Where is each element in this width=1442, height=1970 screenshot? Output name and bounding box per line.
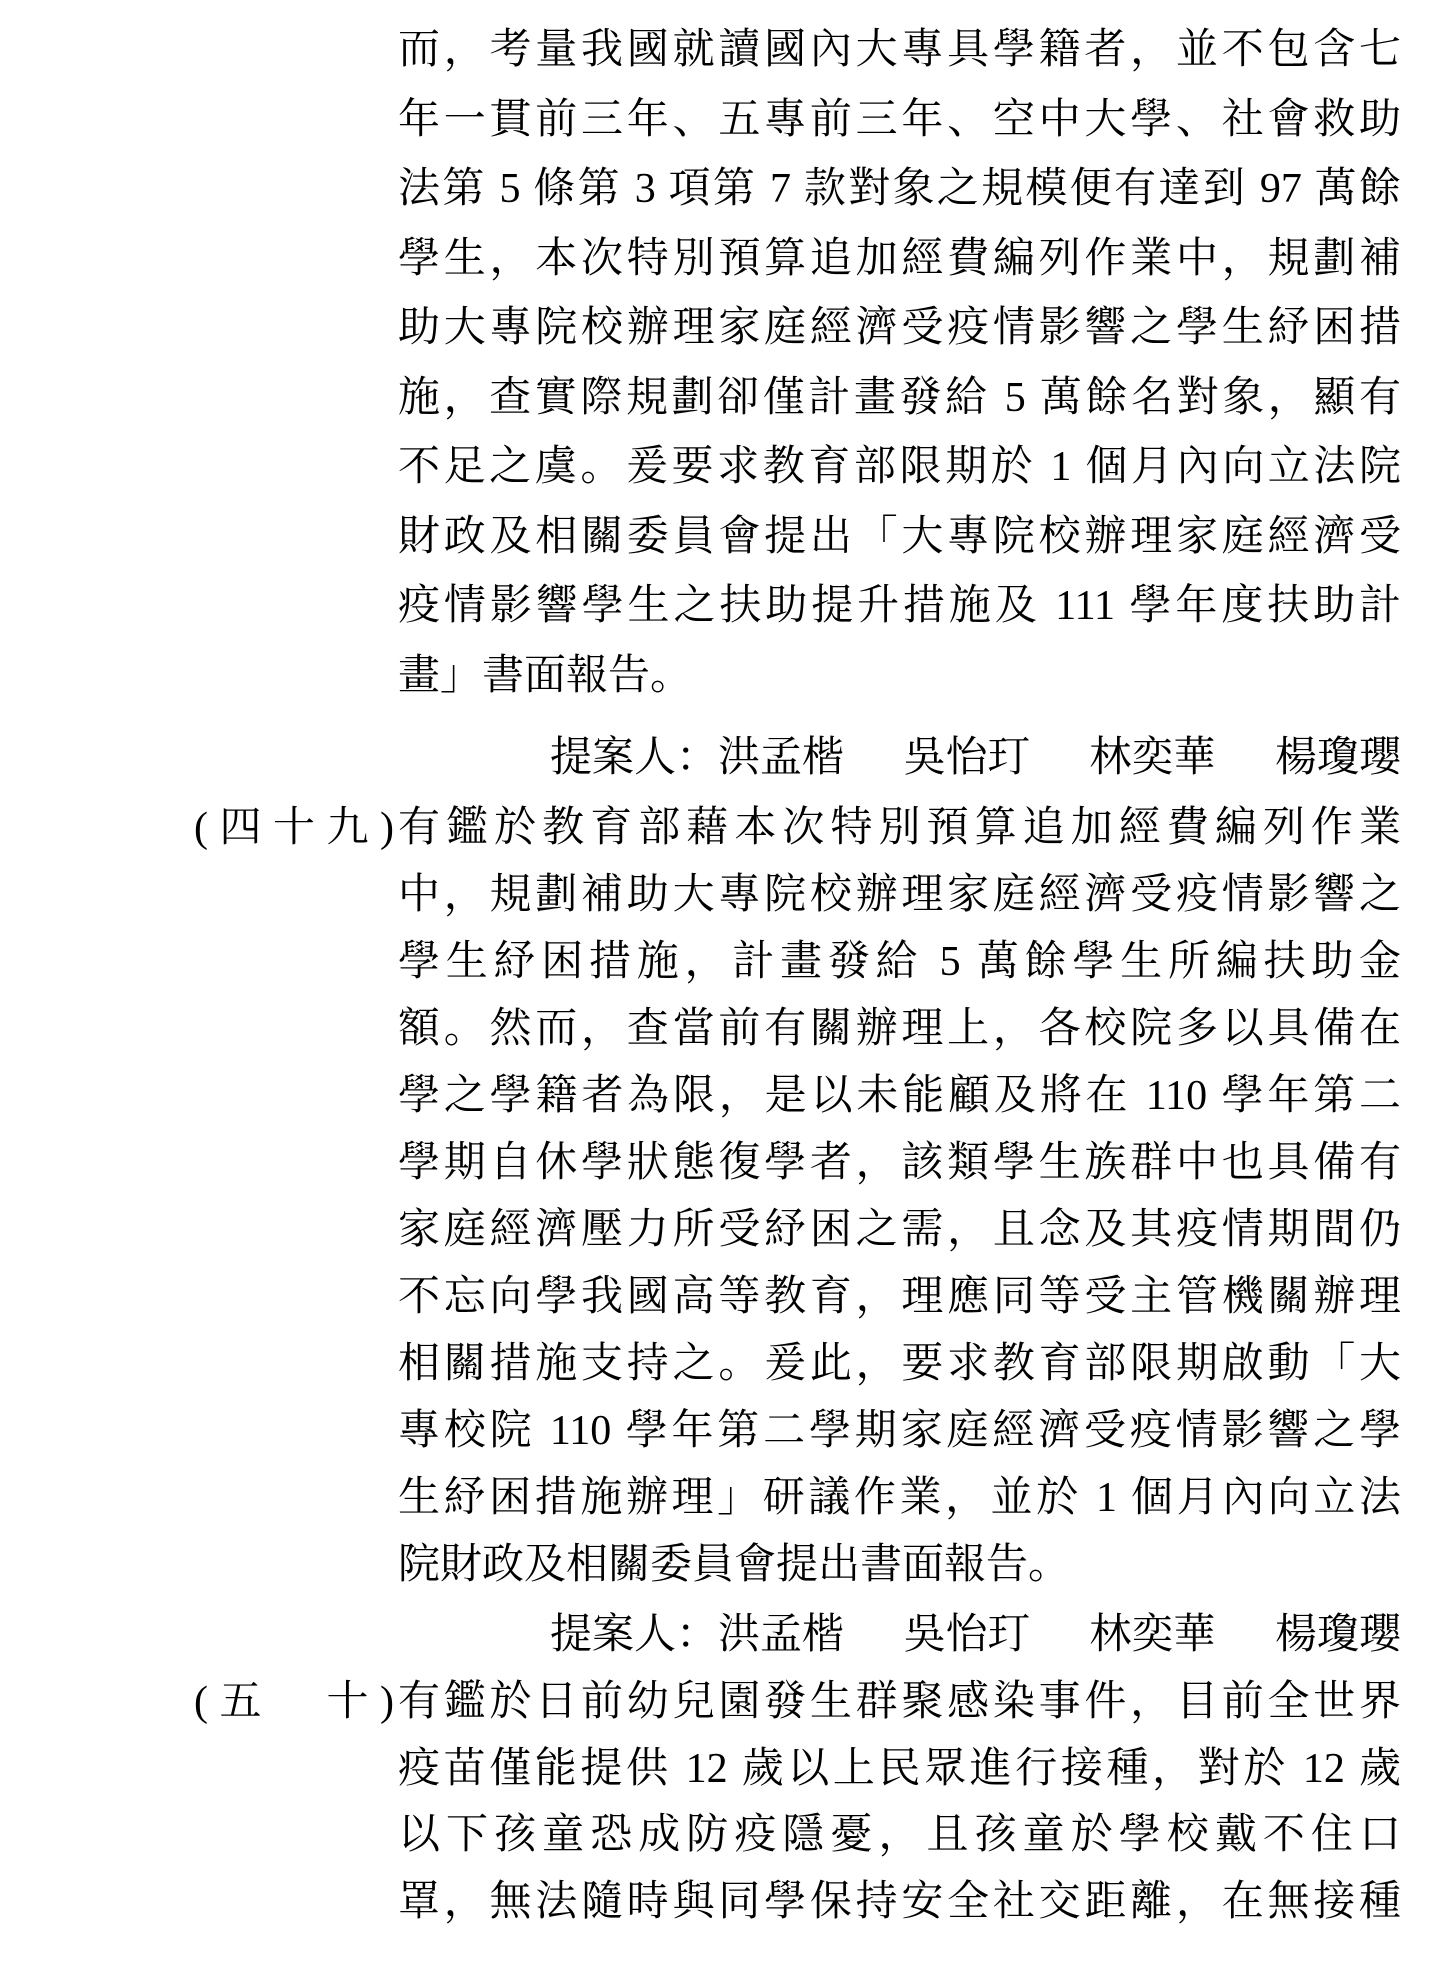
item-number-label: (五 十) (194, 1679, 394, 1725)
item-50 (194, 1669, 1401, 1936)
paragraph-line: 助大專院校辦理家庭經濟受疫情影響之學生紓困措 (398, 305, 1401, 351)
proposer-name: 林奕華 (1089, 1612, 1216, 1658)
paragraph-line: 不足之虞。爰要求教育部限期於 1 個月內向立法院 (398, 444, 1401, 490)
proposer-name: 吳怡玎 (903, 735, 1030, 781)
paragraph-line: 財政及相關委員會提出「大專院校辦理家庭經濟受 (398, 513, 1401, 560)
paragraph-line: 疫苗僅能提供 12 歲以上民眾進行接種，對於 12 歲 (398, 1745, 1401, 1792)
paragraph-line: 而，考量我國就讀國內大專具學籍者，並不包含七 (398, 27, 1401, 73)
signature-line (550, 724, 1401, 794)
paragraph-line: 法第 5 條第 3 項第 7 款對象之規模便有達到 97 萬餘 (398, 166, 1401, 212)
paragraph-line: 施，查實際規劃卻僅計畫發給 5 萬餘名對象，顯有 (398, 374, 1401, 421)
paragraph-line: 以下孩童恐成防疫隱憂，且孩童於學校戴不住口 (398, 1812, 1401, 1859)
proposer-name: 楊瓊瓔 (1274, 1612, 1401, 1658)
paragraph-line: 學期自休學狀態復學者，該類學生族群中也具備有 (398, 1140, 1401, 1186)
proposer-name: 洪孟楷 (718, 735, 845, 781)
proposer-lead (550, 1602, 844, 1669)
paragraph-line: 專校院 110 學年第二學期家庭經濟受疫情影響之學 (398, 1408, 1401, 1454)
item-49 (194, 795, 1401, 1669)
paragraph-line: 家庭經濟壓力所受紓困之需，且念及其疫情期間仍 (398, 1207, 1401, 1253)
paragraph-line: 罩，無法隨時與同學保持安全社交距離，在無接種 (398, 1879, 1401, 1926)
paragraph-line: 疫情影響學生之扶助提升措施及 111 學年度扶助計 (398, 583, 1401, 629)
paragraph-line: 學生，本次特別預算追加經費編列作業中，規劃補 (398, 235, 1401, 282)
paragraph-line: 院財政及相關委員會提出書面報告。 (398, 1542, 1071, 1588)
paragraph-line: 學之學籍者為限，是以未能顧及將在 110 學年第二 (398, 1073, 1401, 1119)
item-number-label: (四十九) (194, 805, 394, 851)
paragraph-line: 有鑑於日前幼兒園發生群聚感染事件，目前全世界 (398, 1679, 1401, 1725)
paragraph-line: 畫」書面報告。 (398, 652, 693, 699)
paragraph-line: 有鑑於教育部藉本次特別預算追加經費編列作業 (398, 805, 1401, 851)
proposer-label: 提案人： (550, 735, 719, 781)
paragraph-line: 學生紓困措施，計畫發給 5 萬餘學生所編扶助金 (398, 939, 1401, 985)
proposer-label: 提案人： (550, 1612, 719, 1658)
paragraph-line: 生紓困措施辦理」研議作業，並於 1 個月內向立法 (398, 1475, 1401, 1521)
proposer-name: 楊瓊瓔 (1274, 735, 1401, 781)
paragraph-line: 相關措施支持之。爰此，要求教育部限期啟動「大 (398, 1341, 1401, 1387)
proposer-lead (550, 724, 844, 794)
proposer-name: 林奕華 (1089, 735, 1216, 781)
proposer-name: 吳怡玎 (903, 1612, 1030, 1658)
proposer-name: 洪孟楷 (718, 1612, 845, 1658)
signature-line (550, 1602, 1401, 1669)
paragraph-line: 額。然而，查當前有關辦理上，各校院多以具備在 (398, 1006, 1401, 1052)
paragraph-continued (398, 16, 1401, 794)
paragraph-line: 中，規劃補助大專院校辦理家庭經濟受疫情影響之 (398, 872, 1401, 918)
paragraph-line: 年一貫前三年、五專前三年、空中大學、社會救助 (398, 96, 1401, 143)
text-column (194, 16, 1401, 1936)
paragraph-line: 不忘向學我國高等教育，理應同等受主管機關辦理 (398, 1274, 1401, 1320)
